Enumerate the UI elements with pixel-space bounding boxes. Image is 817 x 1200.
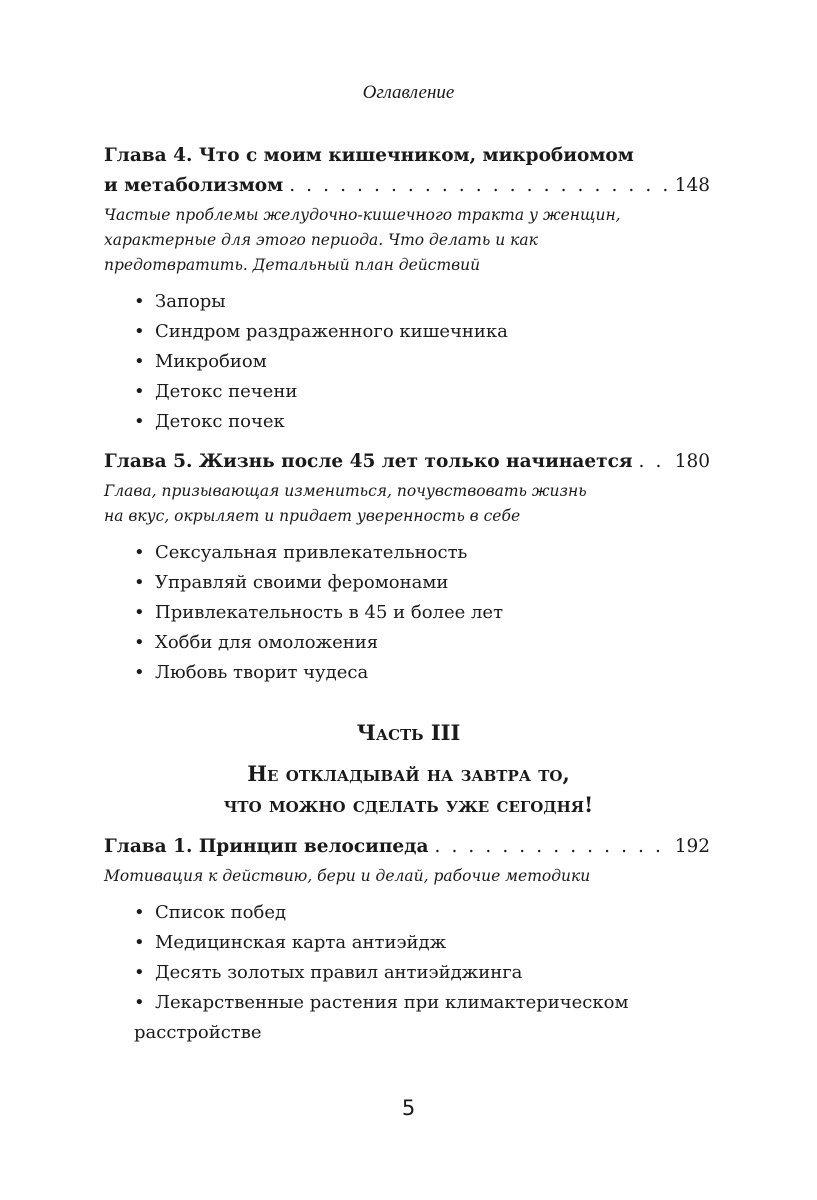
topic-item-line-1: Лекарственные растения при климактерическом <box>155 992 629 1013</box>
part-3-chapter-1-topics <box>104 898 710 1048</box>
toc-entry-chapter-5 <box>104 447 710 688</box>
topic-item: • Сексуальная привлекательность <box>134 538 710 568</box>
topic-item: • Любовь творит чудеса <box>134 658 710 688</box>
chapter-5-title-line <box>104 447 710 477</box>
chapter-4-description <box>104 203 710 278</box>
part-3-label: Часть III <box>356 720 461 745</box>
topic-item: • Привлекательность в 45 и более лет <box>134 598 710 628</box>
topic-item: • Управляй своими феромонами <box>134 568 710 598</box>
topic-item <box>134 988 710 1048</box>
part-3-title <box>0 758 817 820</box>
part-3-title-line-1: Не откладывай на завтра то, <box>247 761 570 786</box>
toc-entry-part-3-chapter-1 <box>104 832 710 1048</box>
topic-item: • Детокс почек <box>134 407 710 437</box>
topic-item: • Детокс печени <box>134 377 710 407</box>
part-3-title-line-2: что можно сделать уже сегодня! <box>223 792 594 817</box>
chapter-5-page-number: 180 <box>674 451 710 472</box>
description-line: Частые проблемы желудочно-кишечного тракта у женщин, <box>104 206 621 224</box>
chapter-4-title-line-2 <box>104 171 710 201</box>
topic-item: • Десять золотых правил антиэйджинга <box>134 958 710 988</box>
chapter-4-page-number: 148 <box>674 175 710 196</box>
topic-item: • Синдром раздраженного кишечника <box>134 317 710 347</box>
chapter-4-title-end: и метаболизмом <box>104 175 284 196</box>
chapter-5-title: Глава 5. Жизнь после 45 лет только начинается <box>104 451 633 472</box>
dot-leader <box>639 447 671 477</box>
description-line: на вкус, окрыляет и придает уверенность в себе <box>104 507 521 525</box>
description-line: Глава, призывающая измениться, почувствовать жизнь <box>104 482 587 500</box>
chapter-4-topics <box>104 287 710 437</box>
part-3-chapter-1-title-line <box>104 832 710 862</box>
running-head: Оглавление <box>362 82 455 103</box>
dot-leader <box>435 832 671 862</box>
toc-entry-chapter-4 <box>104 141 710 437</box>
topic-item: • Медицинская карта антиэйдж <box>134 928 710 958</box>
topic-item-line-2: расстройстве <box>134 1022 262 1043</box>
topic-item: • Запоры <box>134 287 710 317</box>
chapter-5-description <box>104 479 710 529</box>
part-3-chapter-1-title: Глава 1. Принцип велосипеда <box>104 836 429 857</box>
part-3-chapter-1-description: Мотивация к действию, бери и делай, рабочие методики <box>104 867 591 885</box>
chapter-5-topics <box>104 538 710 688</box>
topic-item: • Хобби для омоложения <box>134 628 710 658</box>
page-number: 5 <box>401 1096 416 1120</box>
chapter-4-title-line-1: Глава 4. Что с моим кишечником, микробиомом <box>104 145 634 166</box>
description-line: предотвратить. Детальный план действий <box>104 256 481 274</box>
topic-item: • Микробиом <box>134 347 710 377</box>
dot-leader <box>289 171 671 201</box>
part-3-chapter-1-page-number: 192 <box>674 836 710 857</box>
topic-item: • Список побед <box>134 898 710 928</box>
description-line: характерные для этого периода. Что делать и как <box>104 231 538 249</box>
